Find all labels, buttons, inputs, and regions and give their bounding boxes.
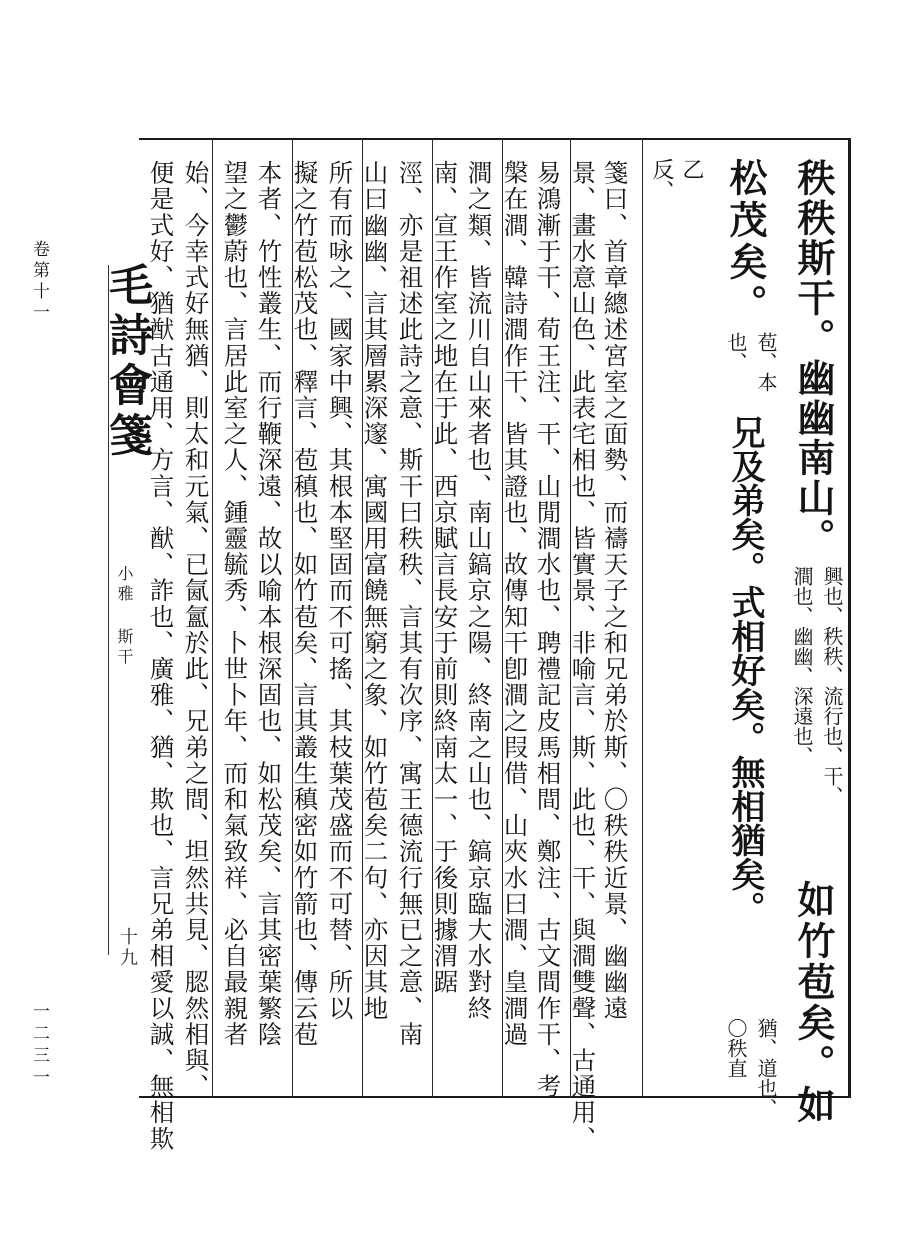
verse-line-2b: 松茂矣。 — [723, 158, 768, 326]
chapter-label: 斯干 — [115, 628, 134, 668]
reading-a: 乙 — [679, 158, 704, 180]
commentary-line: 擬之竹苞松茂也、釋言、苞稹也、如竹苞矣、言其叢生稹密如竹箭也、傳云苞 — [290, 160, 320, 1048]
section-label: 小雅 — [115, 565, 134, 605]
verse-line-1: 秩秩斯干。幽幽南山。 — [791, 158, 836, 558]
note-2a: 猶、道也、 — [754, 1018, 778, 1118]
commentary-line: 景、畫水意山色、此表宅相也、皆實景、非喻言、斯、此也、干、與澗雙聲、古通用、 — [568, 160, 598, 1152]
reading-b: 反、 — [649, 158, 674, 202]
commentary-line: 望之鬱蔚也、言居此室之人、鍾靈毓秀、卜世卜年、而和氣致祥、必自最親者 — [220, 160, 250, 1048]
commentary-line: 本者、竹性叢生、而行鞭深遠、故以喻本根深固也、如松茂矣、言其密葉繁陰 — [254, 160, 284, 1048]
commentary-line: 澗之類、皆流川自山來者也、南山鎬京之陽、終南之山也、鎬京臨大水對終 — [464, 160, 494, 1022]
commentary-line: 始、今幸式好無猶、則太和元氣、已氤氳於此、兄弟之間、坦然共見、䏰然相與、 — [181, 160, 211, 1100]
commentary-line: 箋曰、首章總述宮室之面勢、而禱天子之和兄弟於斯、〇秩秩近景、幽幽遠 — [600, 160, 630, 1022]
note-1b: 也、 — [724, 332, 748, 372]
verse-gloss-1b: 澗也、幽幽、深遠也、 — [790, 566, 814, 766]
note-1a: 苞、本 — [754, 332, 778, 392]
commentary-line: 所有而咏之、國家中興、其根本堅固而不可搖、其枝葉茂盛而不可替、所以 — [325, 160, 355, 1022]
commentary-line: 南、宣王作室之地在于此、西京賦言長安于前則終南太一、于後則據渭踞 — [430, 160, 460, 996]
page-number: 一二三一 — [29, 1002, 49, 1090]
commentary-line: 槃在澗、韓詩澗作干、皆其證也、故傳知干卽澗之叚借、山夾水曰澗、皇澗過 — [500, 160, 530, 1048]
volume-label: 卷第十一 — [29, 240, 49, 324]
leaf-number: 十九 — [117, 927, 138, 969]
commentary-line: 山曰幽幽、言其層累深邃、寓國用富饒無窮之象、如竹苞矣二句、亦因其地 — [360, 160, 390, 1022]
column-rule — [642, 138, 643, 1098]
commentary-line: 便是式好、猶猷古通用、方言、猷、詐也、廣雅、猶、欺也、言兄弟相愛以誠、無相欺 — [146, 160, 176, 1152]
verse-gloss-1a: 興也、秩秩、流行也、干、 — [820, 566, 844, 806]
commentary-line: 易鴻漸于干、荀王注、干、山閒澗水也、聘禮記皮馬相間、鄭注、古文間作干、考 — [533, 160, 563, 1100]
book-title: 毛詩會箋 — [101, 262, 152, 462]
column-rule — [212, 138, 213, 1098]
verse-line-3: 兄及弟矣。式相好矣。無相猶矣。 — [725, 415, 765, 925]
note-2b: 〇秩直 — [724, 1018, 748, 1078]
commentary-line: 涇、亦是祖述此詩之意、斯干曰秩秩、言其有次序、寓王德流行無已之意、南 — [395, 160, 425, 1048]
verse-line-2a: 如竹苞矣。如 — [791, 880, 836, 1126]
